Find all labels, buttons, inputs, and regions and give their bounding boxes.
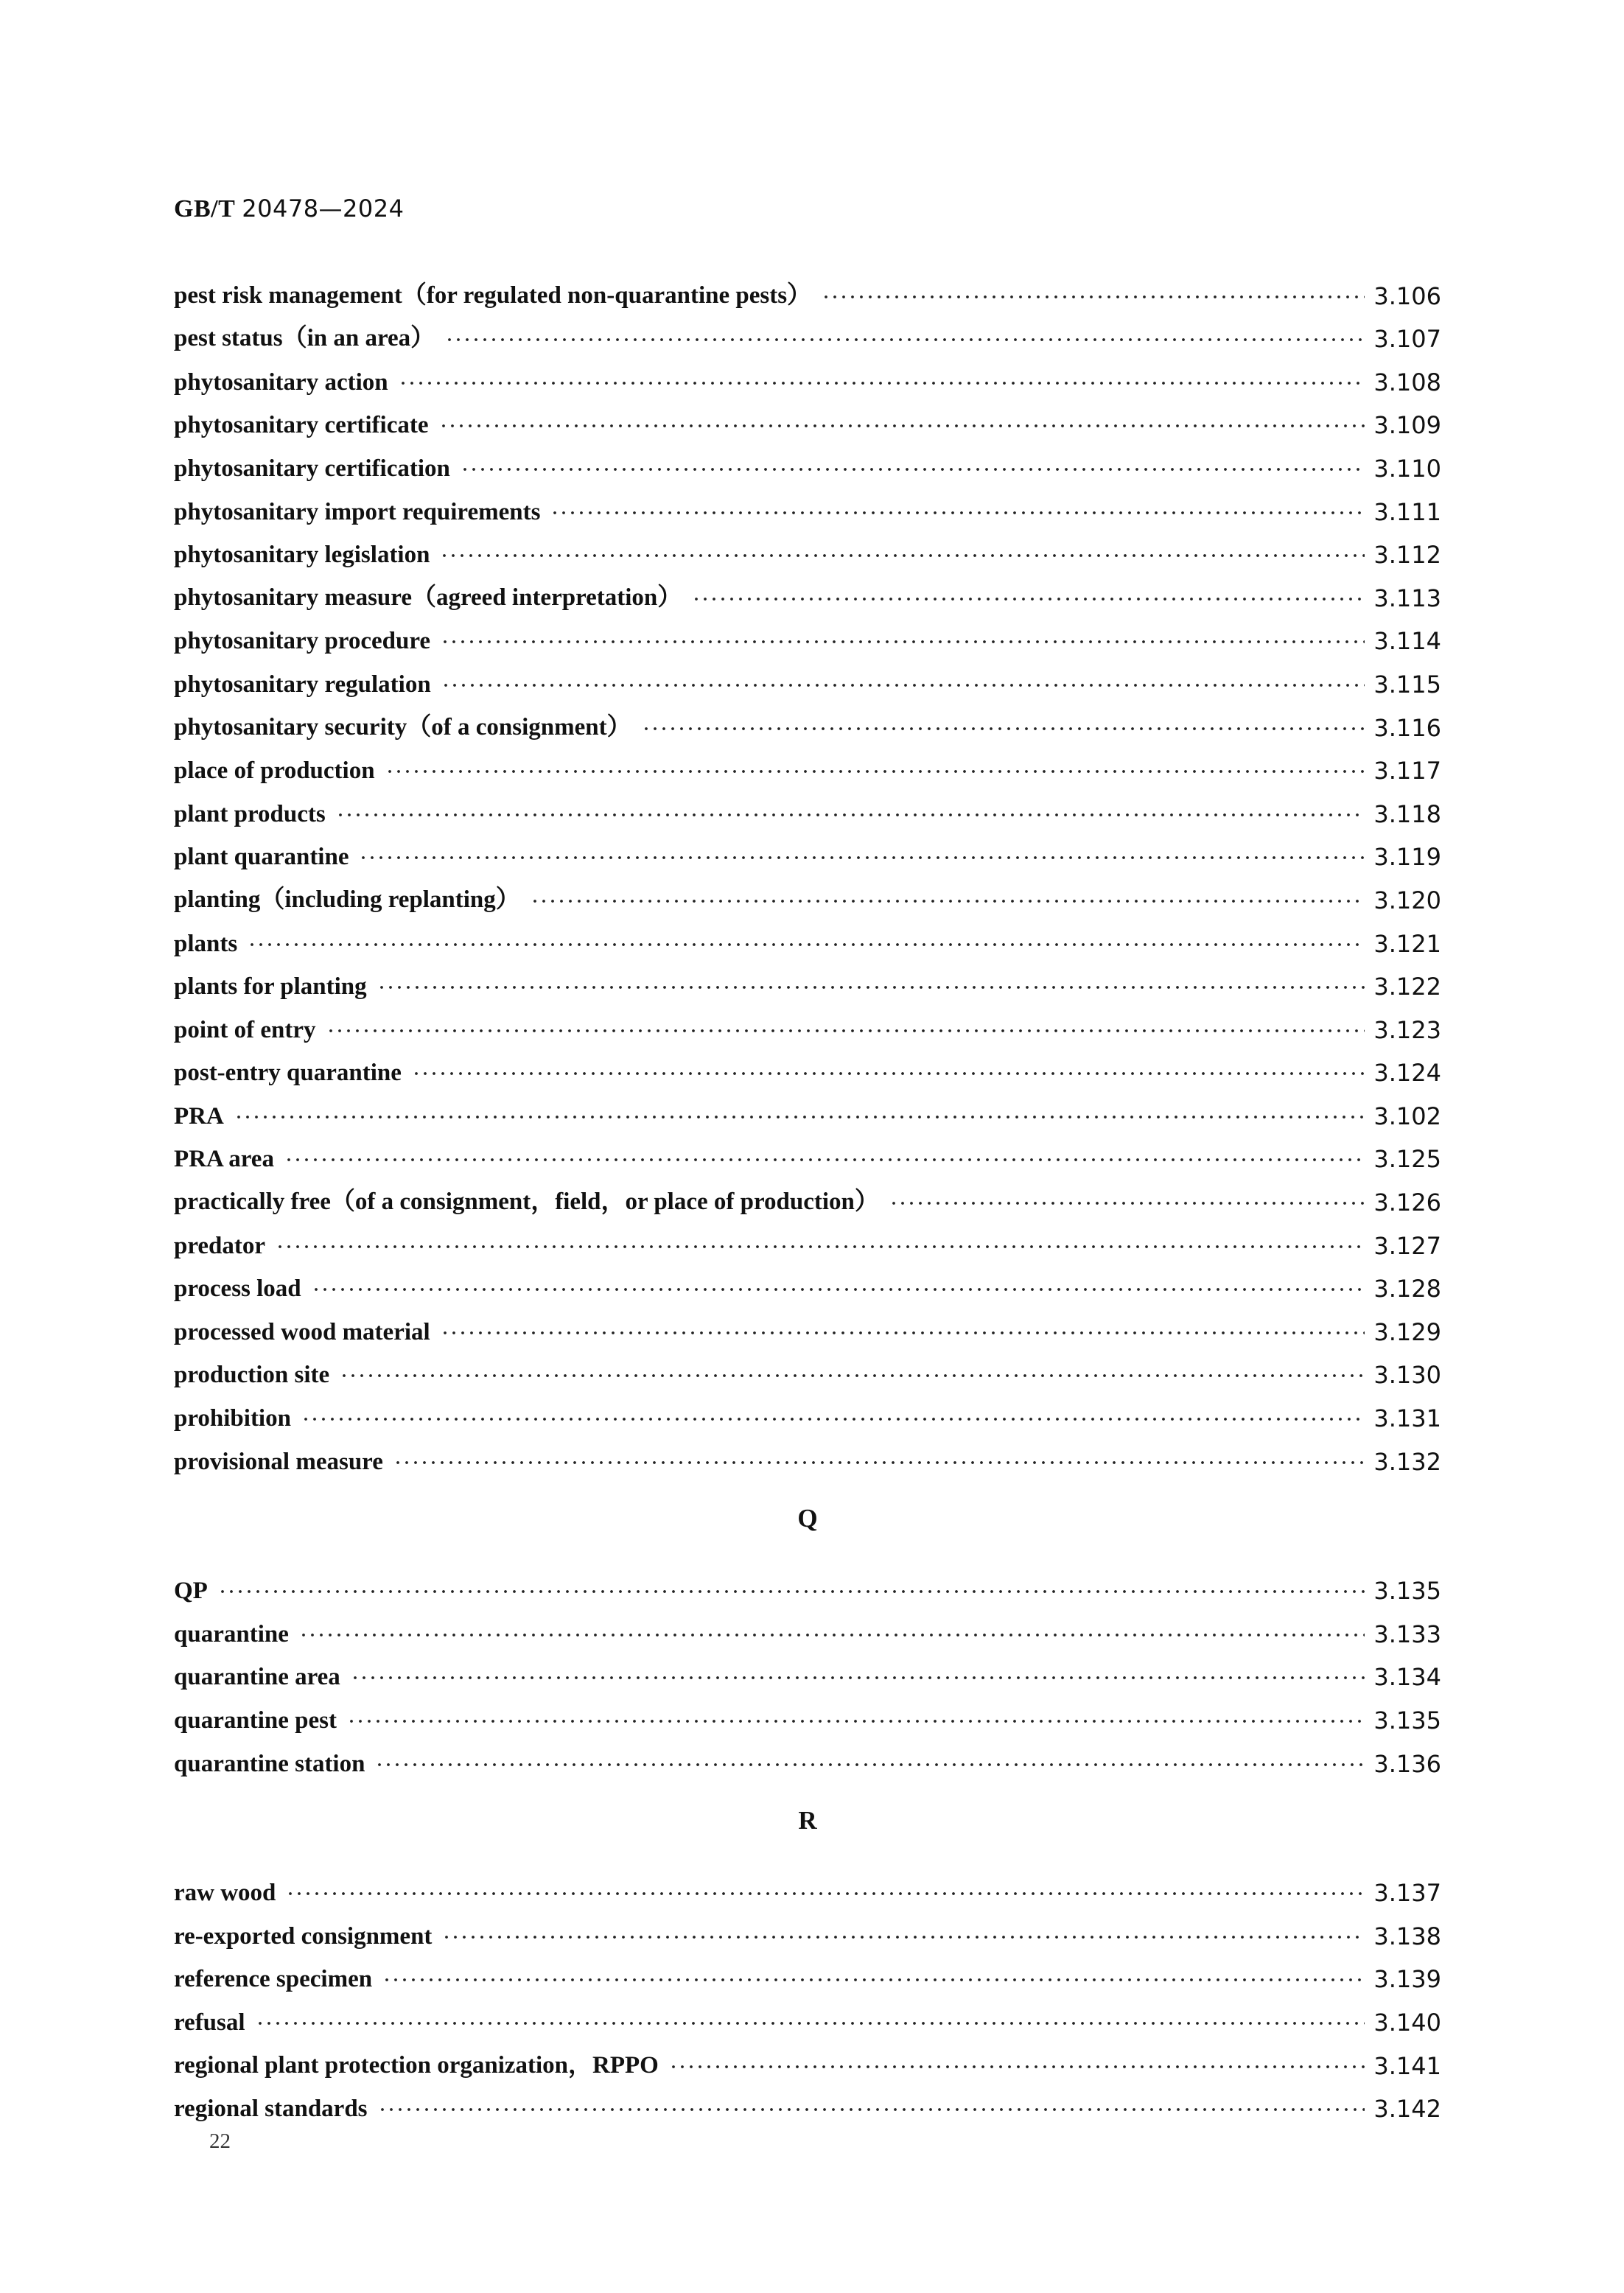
index-entry[interactable] — [174, 1001, 1441, 1044]
index-entry[interactable] — [174, 1648, 1441, 1692]
index-entry[interactable] — [174, 1087, 1441, 1130]
dot-leader — [442, 1925, 1365, 1942]
index-term: place of production — [174, 757, 375, 785]
index-entry[interactable] — [174, 310, 1441, 354]
index-entry[interactable] — [174, 2080, 1441, 2124]
index-term: pest status（in an area） — [174, 325, 435, 352]
standard-number: 20478—2024 — [242, 195, 405, 223]
dot-leader — [248, 933, 1365, 949]
dot-leader — [461, 458, 1365, 474]
clause-reference[interactable]: 3.120 — [1373, 886, 1441, 914]
index-entry[interactable] — [174, 483, 1441, 526]
dot-leader — [439, 414, 1365, 430]
index-entry[interactable] — [174, 958, 1441, 1001]
index-entry[interactable] — [174, 785, 1441, 828]
clause-reference[interactable]: 3.141 — [1373, 2051, 1441, 2080]
clause-reference[interactable]: 3.142 — [1373, 2095, 1441, 2124]
index-term: plant products — [174, 800, 326, 827]
dot-leader — [378, 2098, 1365, 2114]
clause-reference[interactable]: 3.114 — [1373, 627, 1441, 656]
index-entry[interactable] — [174, 1993, 1441, 2037]
index-entry[interactable] — [174, 612, 1441, 656]
dot-leader — [256, 2012, 1365, 2028]
index-term: phytosanitary import requirements — [174, 498, 541, 525]
clause-reference[interactable]: 3.129 — [1373, 1317, 1441, 1346]
clause-reference[interactable]: 3.126 — [1373, 1188, 1441, 1217]
index-entry[interactable] — [174, 2037, 1441, 2080]
clause-reference[interactable]: 3.124 — [1373, 1059, 1441, 1088]
dot-leader — [393, 1451, 1365, 1467]
dot-leader — [351, 1666, 1365, 1682]
clause-reference[interactable]: 3.133 — [1373, 1620, 1441, 1648]
index-entry[interactable] — [174, 267, 1441, 310]
dot-leader — [234, 1105, 1365, 1121]
clause-reference[interactable]: 3.125 — [1373, 1145, 1441, 1174]
dot-leader — [440, 544, 1365, 560]
clause-reference[interactable]: 3.113 — [1373, 584, 1441, 612]
clause-reference[interactable]: 3.132 — [1373, 1447, 1441, 1476]
dot-leader — [340, 1364, 1365, 1380]
dot-leader — [382, 1968, 1365, 1984]
index-entry[interactable] — [174, 1950, 1441, 1994]
index-entry[interactable] — [174, 353, 1441, 396]
index-entry[interactable] — [174, 1389, 1441, 1432]
clause-reference[interactable]: 3.106 — [1373, 281, 1441, 310]
index-term: QP — [174, 1578, 208, 1605]
clause-reference[interactable]: 3.121 — [1373, 929, 1441, 958]
index-term: production site — [174, 1362, 330, 1389]
dot-leader — [889, 1191, 1365, 1208]
index-term: re-exported consignment — [174, 1922, 433, 1950]
index-term: quarantine — [174, 1620, 289, 1648]
dot-leader — [441, 630, 1365, 646]
index-term: phytosanitary action — [174, 368, 388, 396]
index-entry[interactable] — [174, 1173, 1441, 1216]
index-term: prohibition — [174, 1405, 291, 1432]
index-term: pest risk management（for regulated non-quarantine pests） — [174, 281, 812, 309]
dot-leader — [642, 717, 1365, 733]
clause-reference[interactable]: 3.110 — [1373, 454, 1441, 483]
clause-reference[interactable]: 3.108 — [1373, 368, 1441, 396]
dot-leader — [326, 1019, 1365, 1035]
dot-leader — [359, 846, 1365, 862]
dot-leader — [550, 501, 1365, 517]
clause-reference[interactable]: 3.131 — [1373, 1404, 1441, 1433]
index-entry[interactable] — [174, 699, 1441, 742]
index-entry[interactable] — [174, 871, 1441, 914]
index-entry[interactable] — [174, 1562, 1441, 1606]
index-term: phytosanitary regulation — [174, 671, 431, 698]
index-entry[interactable] — [174, 569, 1441, 612]
dot-leader — [375, 1753, 1365, 1769]
clause-reference[interactable]: 3.111 — [1373, 497, 1441, 526]
index-term: plant quarantine — [174, 844, 349, 871]
index-entry[interactable] — [174, 914, 1441, 958]
dot-leader — [276, 1235, 1365, 1251]
clause-reference[interactable]: 3.136 — [1373, 1749, 1441, 1778]
index-term: processed wood material — [174, 1318, 430, 1345]
index-term: phytosanitary certificate — [174, 412, 429, 439]
index-term: practically free（of a consignment，field，or place of production） — [174, 1188, 879, 1216]
dot-leader — [531, 889, 1365, 906]
index-entry[interactable] — [174, 1734, 1441, 1778]
index-entry[interactable] — [174, 742, 1441, 785]
dot-leader — [692, 587, 1365, 603]
index-term: phytosanitary certification — [174, 455, 450, 482]
section-letter-heading: Q — [797, 1504, 818, 1533]
dot-leader — [385, 760, 1365, 776]
index-entry[interactable] — [174, 526, 1441, 570]
dot-leader — [445, 328, 1365, 344]
standard-code: GB/T — [174, 195, 236, 223]
index-term: plants — [174, 930, 238, 957]
dot-leader — [218, 1580, 1365, 1596]
clause-reference[interactable]: 3.128 — [1373, 1275, 1441, 1303]
clause-reference[interactable]: 3.112 — [1373, 541, 1441, 570]
index-entry[interactable] — [174, 1864, 1441, 1908]
clause-reference[interactable]: 3.122 — [1373, 973, 1441, 1001]
index-term: process load — [174, 1275, 301, 1303]
clause-reference[interactable]: 3.135 — [1373, 1577, 1441, 1606]
index-term: raw wood — [174, 1880, 276, 1907]
index-entry[interactable] — [174, 1691, 1441, 1734]
index-term: quarantine pest — [174, 1707, 337, 1734]
index-term: reference specimen — [174, 1966, 373, 1993]
index-entry[interactable] — [174, 1216, 1441, 1260]
index-term: PRA area — [174, 1146, 274, 1173]
index-term: refusal — [174, 2009, 245, 2036]
clause-reference[interactable]: 3.130 — [1373, 1361, 1441, 1390]
index-entry[interactable] — [174, 655, 1441, 699]
dot-leader — [284, 1148, 1365, 1164]
clause-reference[interactable]: 3.137 — [1373, 1879, 1441, 1908]
index-term: provisional measure — [174, 1448, 383, 1475]
dot-leader — [441, 673, 1365, 690]
dot-leader — [312, 1278, 1365, 1294]
dot-leader — [441, 1321, 1365, 1337]
index-entry[interactable] — [174, 1044, 1441, 1088]
index-entry[interactable] — [174, 1303, 1441, 1346]
clause-reference[interactable]: 3.134 — [1373, 1663, 1441, 1692]
clause-reference[interactable]: 3.107 — [1373, 325, 1441, 354]
dot-leader — [299, 1623, 1365, 1639]
clause-reference[interactable]: 3.140 — [1373, 2008, 1441, 2037]
index-term: phytosanitary measure（agreed interpretation） — [174, 584, 682, 611]
dot-leader — [347, 1709, 1365, 1726]
index-term: post-entry quarantine — [174, 1060, 402, 1087]
index-entry[interactable] — [174, 1907, 1441, 1950]
index-entry[interactable] — [174, 1130, 1441, 1174]
clause-reference[interactable]: 3.118 — [1373, 799, 1441, 828]
index-entry[interactable] — [174, 1432, 1441, 1476]
index-term: quarantine area — [174, 1664, 340, 1691]
clause-reference[interactable]: 3.138 — [1373, 1922, 1441, 1950]
index-term: quarantine station — [174, 1750, 365, 1777]
index-term: plants for planting — [174, 973, 367, 1001]
index-term: phytosanitary legislation — [174, 542, 430, 569]
section-letter-heading: R — [798, 1806, 817, 1835]
document-header — [174, 195, 404, 223]
clause-reference[interactable]: 3.117 — [1373, 757, 1441, 785]
page-number: 22 — [209, 2129, 231, 2153]
index-entry[interactable] — [174, 439, 1441, 483]
dot-leader — [301, 1407, 1365, 1424]
term-index — [174, 267, 1441, 2123]
dot-leader — [822, 285, 1365, 301]
index-entry[interactable] — [174, 1346, 1441, 1390]
clause-reference[interactable]: 3.123 — [1373, 1015, 1441, 1044]
dot-leader — [412, 1062, 1365, 1078]
dot-leader — [336, 803, 1365, 819]
index-term: phytosanitary procedure — [174, 628, 431, 655]
index-term: predator — [174, 1232, 266, 1259]
index-term: regional plant protection organization，RPPO — [174, 2051, 659, 2079]
dot-leader — [286, 1882, 1365, 1898]
index-term: planting（including replanting） — [174, 886, 520, 913]
index-term: phytosanitary security（of a consignment） — [174, 713, 631, 741]
index-term: PRA — [174, 1102, 224, 1130]
index-term: point of entry — [174, 1016, 316, 1043]
index-entry[interactable] — [174, 828, 1441, 872]
clause-reference[interactable]: 3.109 — [1373, 411, 1441, 440]
clause-reference[interactable]: 3.115 — [1373, 670, 1441, 699]
index-term: regional standards — [174, 2096, 368, 2123]
clause-reference[interactable]: 3.135 — [1373, 1706, 1441, 1734]
index-entry[interactable] — [174, 1605, 1441, 1648]
clause-reference[interactable]: 3.102 — [1373, 1102, 1441, 1130]
clause-reference[interactable]: 3.116 — [1373, 713, 1441, 742]
dot-leader — [399, 371, 1365, 388]
clause-reference[interactable]: 3.127 — [1373, 1231, 1441, 1260]
index-entry[interactable] — [174, 1260, 1441, 1303]
dot-leader — [669, 2055, 1365, 2071]
dot-leader — [377, 976, 1365, 992]
index-entry[interactable] — [174, 396, 1441, 440]
clause-reference[interactable]: 3.139 — [1373, 1965, 1441, 1994]
clause-reference[interactable]: 3.119 — [1373, 843, 1441, 872]
